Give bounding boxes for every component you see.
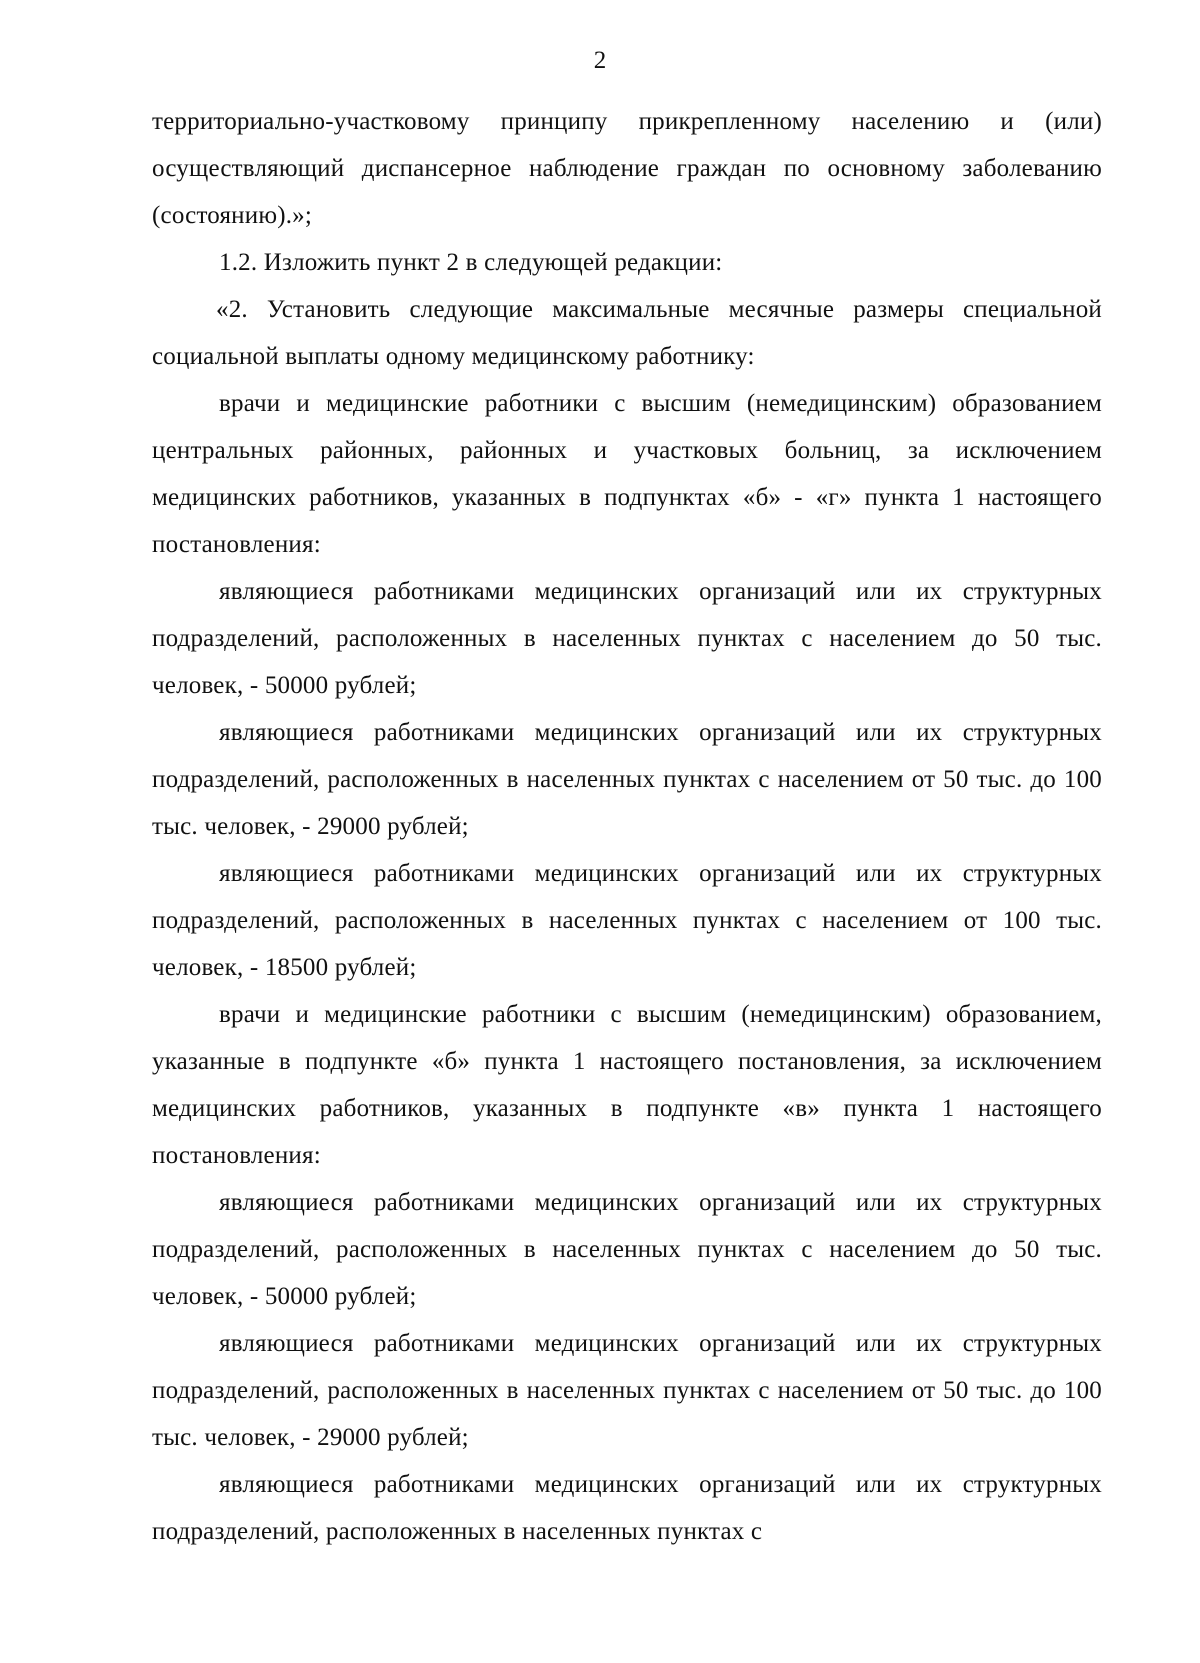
paragraph-point-2: «2. Установить следующие максимальные месячные размеры специальной социальной выплаты одному медицинскому работнику: [152,296,1102,370]
paragraph-population-over-100k: являющиеся работниками медицинских организаций или их структурных подразделений, расположенных в населенных пунктах с населением от 100 тыс. человек, - 18500 рублей; [152,860,1102,981]
paragraph-population-50k-100k: являющиеся работниками медицинских организаций или их структурных подразделений, расположенных в населенных пунктах с населением от 50 тыс. до 100 тыс. человек, - 29000 рублей; [152,1330,1102,1451]
paragraph-population-50k-100k: являющиеся работниками медицинских организаций или их структурных подразделений, расположенных в населенных пунктах с населением от 50 тыс. до 100 тыс. человек, - 29000 рублей; [152,719,1102,840]
document-body [152,98,1102,1555]
paragraph-population-under-50k: являющиеся работниками медицинских организаций или их структурных подразделений, расположенных в населенных пунктах с населением до 50 тыс. человек, - 50000 рублей; [152,578,1102,699]
page-number: 2 [593,47,607,74]
paragraph-population-under-50k: являющиеся работниками медицинских организаций или их структурных подразделений, расположенных в населенных пунктах с населением до 50 тыс. человек, - 50000 рублей; [152,1189,1102,1310]
paragraph-doctors-subitem-b: врачи и медицинские работники с высшим (немедицинским) образованием, указанные в подпункте «б» пункта 1 настоящего постановления, за исключением медицинских работников, указанных в подпункте «в» пункта 1 настоящего постановления: [152,1001,1102,1169]
paragraph-population-truncated: являющиеся работниками медицинских организаций или их структурных подразделений, расположенных в населенных пунктах с [152,1471,1102,1545]
paragraph-continuation: территориально-участковому принципу прикрепленному населению и (или) осуществляющий диспансерное наблюдение граждан по основному заболеванию (состоянию).»; [152,108,1102,229]
paragraph-doctors-crh: врачи и медицинские работники с высшим (немедицинским) образованием центральных районных, районных и участковых больниц, за исключением медицинских работников, указанных в подпунктах «б» - «г» пункта 1 настоящего постановления: [152,390,1102,558]
paragraph-item-1-2: 1.2. Изложить пункт 2 в следующей редакции: [219,249,723,276]
